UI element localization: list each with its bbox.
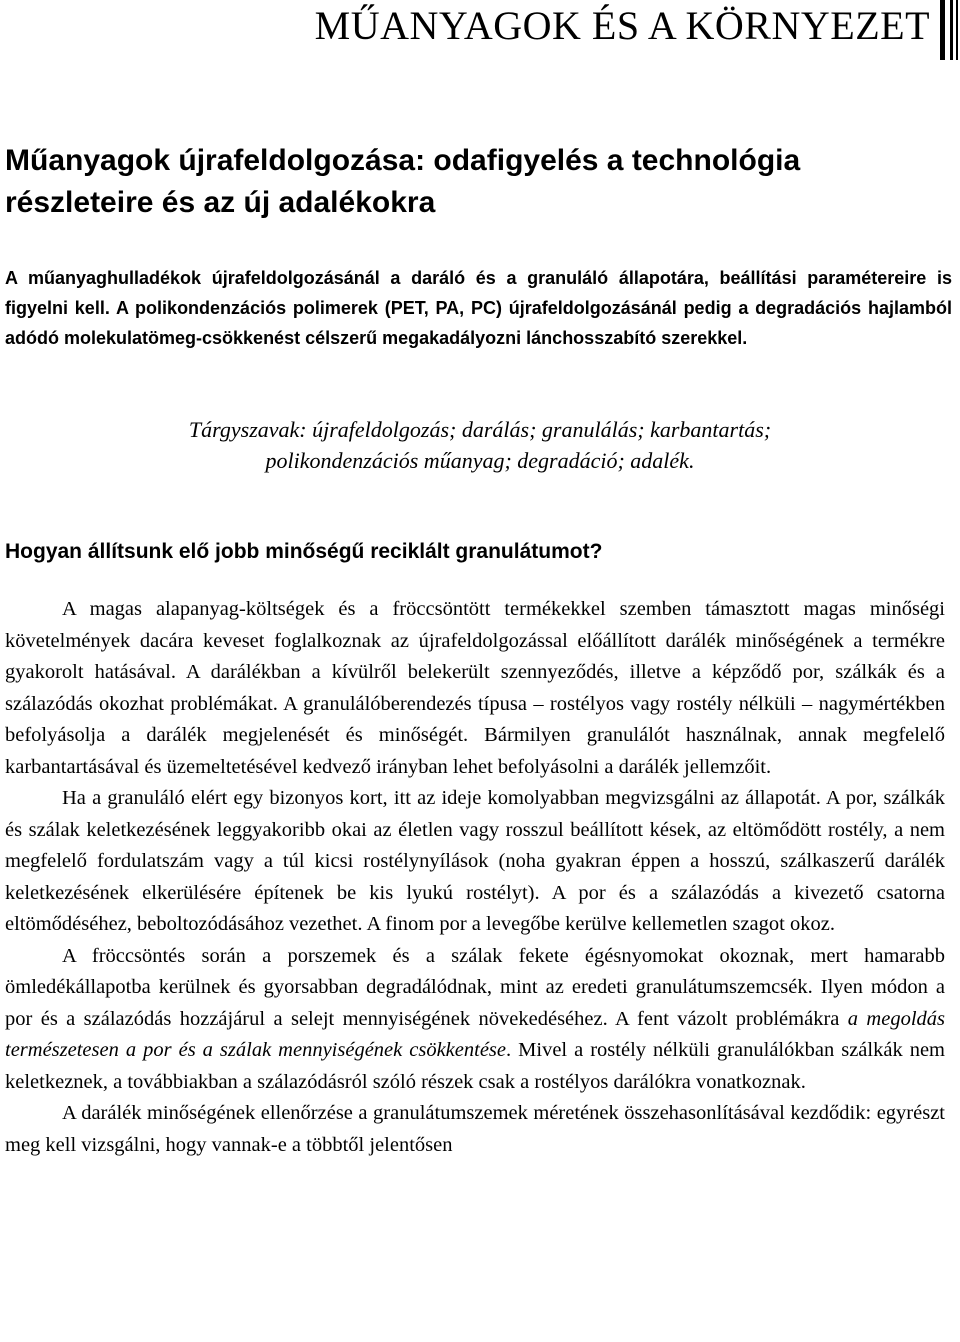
running-header-title: MŰANYAGOK ÉS A KÖRNYEZET (314, 3, 930, 48)
paragraph-1: A magas alapanyag-költségek és a fröccsöntött termékekkel szemben támasztott magas minőségi követelmények dacára keveset foglalkoznak az újrafeldolgozással előállított darálék minőségének a termékre gyakorolt hatásával. A darálékban a kívülről belekerült szennyeződés, illetve a képződő por, szálkák és a szálazódás okozhat problémákat. A granulálóberendezés típusa – rostélyos vagy rostély nélküli – nagymértékben befolyásolja a darálék megjelenését és minőségét. Bármilyen granulálót használnak, annak megfelelő karbantartásával és üzemeltetésével kedvező irányban lehet befolyásolni a darálék jellemzőit. (5, 598, 945, 778)
running-header (0, 0, 960, 70)
header-rule-thick (940, 0, 945, 60)
article-title: Műanyagok újrafeldolgozása: odafigyelés a technológia részleteire és az új adalékokra (5, 144, 801, 219)
keywords-line-2: polikondenzációs műanyag; degradáció; adalék. (265, 448, 695, 473)
paragraph-3 (5, 941, 945, 1099)
header-rule-medium (950, 0, 953, 60)
paragraph-3-end: . Mivel a rostély nélküli granulálókban szálkák nem keletkeznek, a továbbiakban a szálazódásról szóló részek csak a rostélyos darálókra vonatkoznak. (5, 1039, 945, 1093)
section-heading: Hogyan állítsunk elő jobb minőségű reciklált granulátumot? (5, 540, 603, 563)
paragraph-3-start: A fröccsöntés során a porszemek és a szálak fekete égésnyomokat okoznak, mert hamarabb ömledékállapotba kerülnek és gyorsabban degradálódnak, mint az eredeti granulátumszemcsék. Ilyen módon a por és a szálazódás hozzájárul a selejt mennyiségének növekedéséhez. A fent vázolt problémákra (5, 944, 945, 1030)
keywords-line-1: Tárgyszavak: újrafeldolgozás; darálás; granulálás; karbantartás; (188, 417, 772, 442)
article-abstract: A műanyaghulladékok újrafeldolgozásánál a daráló és a granuláló állapotára, beállítási paramétereire is figyelni kell. A polikondenzációs polimerek (PET, PA, PC) újrafeldolgozásánál pedig a degradációs hajlamból adódó molekulatömeg-csökkenést célszerű megakadályozni lánchosszabító szerekkel. (5, 268, 952, 348)
body-text (5, 594, 945, 1161)
paragraph-2: Ha a granuláló elért egy bizonyos kort, itt az ideje komolyabban megvizsgálni az állapotát. A por, szálkák és szálak keletkezésének leggyakoribb okai az életlen vagy rosszul beállított kések, az eltömődött rostély, a nem megfelelő fordulatszám vagy a túl kicsi rostélynyílások (noha gyakran éppen a hosszú, szálkaszerű darálék keletkezésének elkerülésére építenek be kis lyukú rostélyt). A por és a szálazódás a kivezető csatorna eltömődéséhez, beboltozódásához vezethet. A finom por a levegőbe kerülve kellemetlen szagot okoz. (5, 787, 945, 935)
keywords (0, 414, 960, 476)
paragraph-3-emphasis: a megoldás természetesen a por és a szálak mennyiségének csökkentése (5, 1007, 945, 1061)
header-rule-thin (956, 0, 958, 60)
paragraph-4: A darálék minőségének ellenőrzése a granulátumszemek méretének összehasonlításával kezdődik: egyrészt meg kell vizsgálni, hogy vannak-e a többtől jelentősen (5, 1102, 945, 1156)
